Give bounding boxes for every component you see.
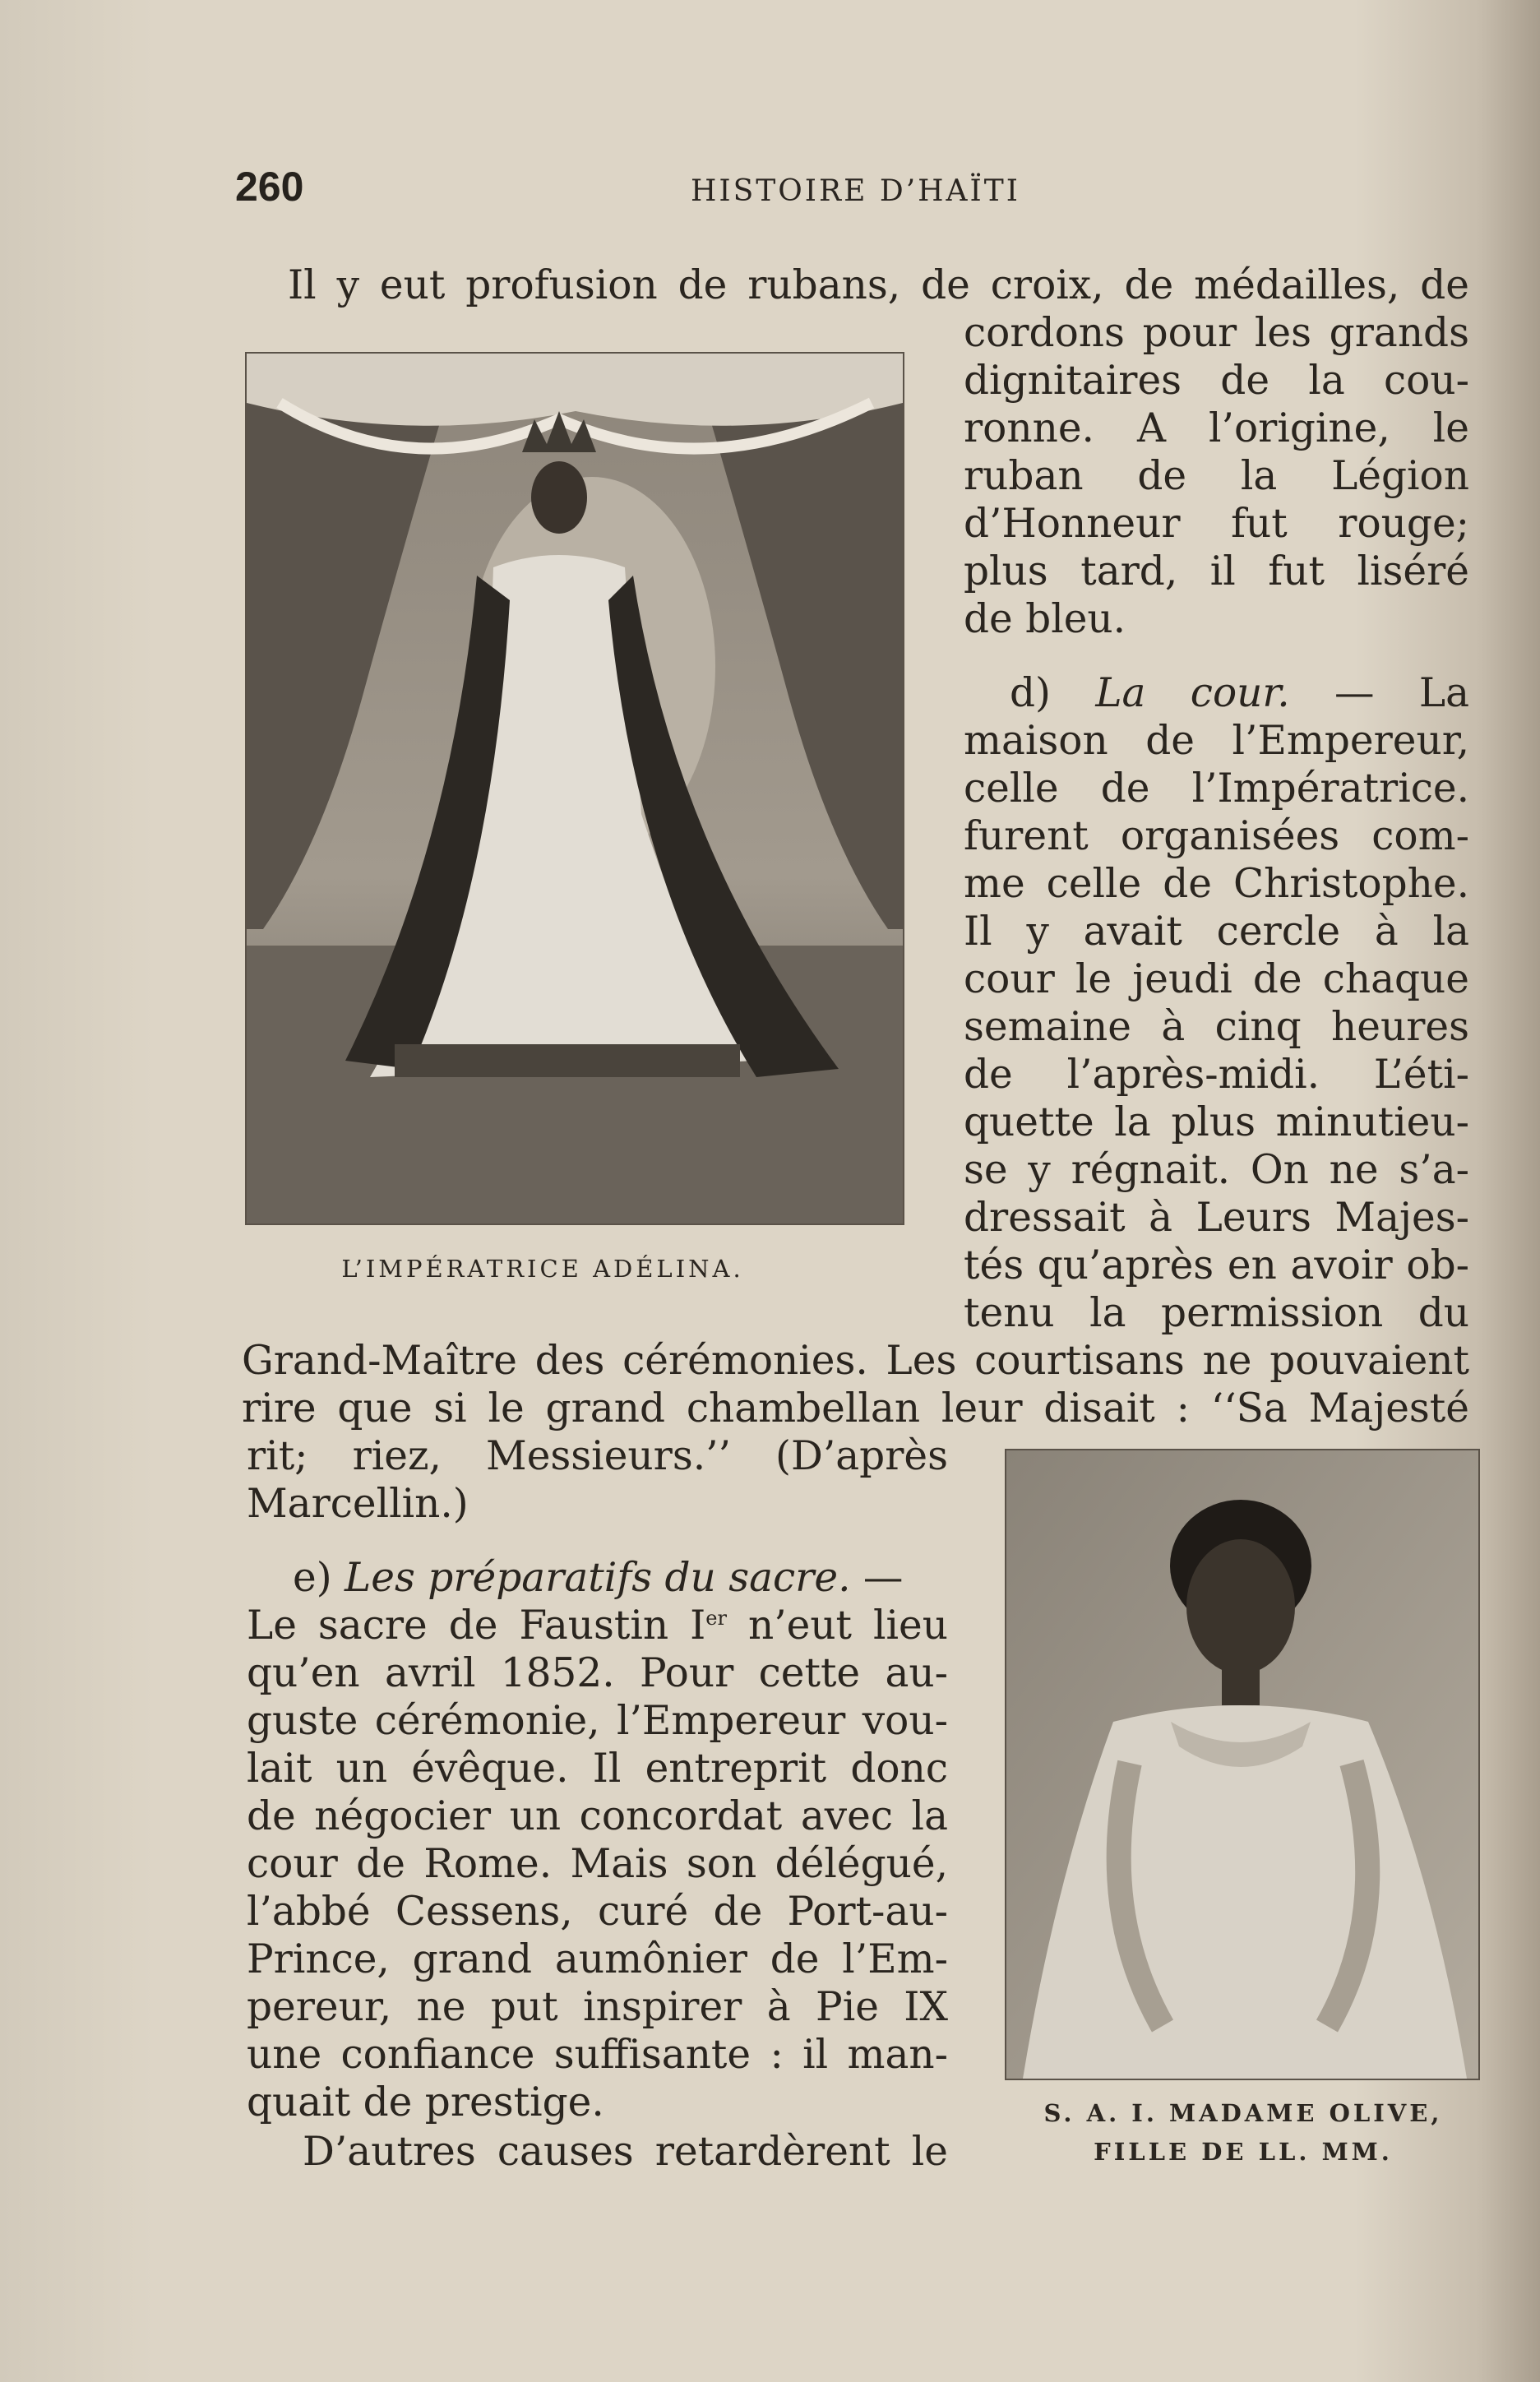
body-line: D’autres causes retardèrent le [303, 2129, 948, 2175]
body-line: semaine à cinq heures [964, 1004, 1469, 1050]
body-line: dressait à Leurs Majes- [964, 1195, 1469, 1241]
body-line [247, 1602, 948, 1649]
princess-portrait [1005, 1449, 1480, 2080]
body-line: de l’après-midi. L’éti- [964, 1052, 1469, 1098]
running-title: HISTOIRE D’HAÏTI [691, 174, 1021, 208]
body-line: quait de prestige. [247, 2079, 604, 2125]
section-heading-line [293, 1554, 948, 1602]
body-line: Grand-Maître des cérémonies. Les courtisans ne pouvaient [242, 1338, 1469, 1384]
superscript: er [705, 1606, 727, 1630]
body-line: Marcellin.) [247, 1481, 469, 1527]
figure-caption: L’IMPÉRATRICE ADÉLINA. [341, 1255, 744, 1283]
body-line: rire que si le grand chambellan leur disait : ‘‘Sa Majesté [242, 1385, 1469, 1432]
body-line: tés qu’après en avoir ob- [964, 1242, 1469, 1288]
body-line: ronne. A l’origine, le [964, 405, 1469, 451]
body-line: quette la plus minutieu- [964, 1099, 1469, 1145]
body-line: l’abbé Cessens, curé de Port-au- [247, 1889, 948, 1935]
body-line: cordons pour les grands [964, 310, 1469, 356]
body-line: tenu la permission du [964, 1290, 1469, 1336]
body-line: cour le jeudi de chaque [964, 956, 1469, 1002]
page-number: 260 [235, 164, 304, 210]
body-line: cour de Rome. Mais son délégué, [247, 1841, 948, 1887]
section-title-rest: — [850, 1555, 904, 1601]
body-line: guste cérémonie, l’Empereur vou- [247, 1698, 948, 1744]
body-line: me celle de Christophe. [964, 861, 1469, 907]
body-line: furent organisées com- [964, 813, 1469, 859]
body-line: Il y avait cercle à la [964, 909, 1469, 955]
empress-portrait [245, 352, 904, 1225]
section-title-rest: — La [1289, 670, 1469, 716]
body-line: rit; riez, Messieurs.’’ (D’après [247, 1433, 948, 1479]
body-text: n’eut lieu [726, 1603, 948, 1649]
body-line: une confiance suffisante : il man- [247, 2032, 948, 2078]
body-line: maison de l’Empereur, [964, 718, 1469, 764]
body-line: ruban de la Légion [964, 453, 1469, 499]
body-line: Il y eut profusion de rubans, de croix, de médailles, de [288, 262, 1469, 308]
body-line: dignitaires de la cou- [964, 358, 1469, 404]
section-title: Les préparatifs du sacre. [345, 1555, 851, 1601]
body-line: se y régnait. On ne s’a- [964, 1147, 1469, 1193]
body-line: d’Honneur fut rouge; [964, 501, 1469, 547]
section-label: d) [1010, 670, 1051, 716]
section-label: e) [293, 1555, 332, 1601]
body-line: plus tard, il fut liséré [964, 548, 1469, 594]
body-line: qu’en avril 1852. Pour cette au- [247, 1650, 948, 1696]
body-line: lait un évêque. Il entreprit donc [247, 1746, 948, 1792]
section-heading-line [1010, 669, 1469, 717]
figure-caption-line2: FILLE DE LL. MM. [1094, 2138, 1393, 2166]
body-line: de bleu. [964, 596, 1126, 642]
section-title: La cour. [1095, 670, 1290, 716]
body-line: Prince, grand aumônier de l’Em- [247, 1936, 948, 1982]
body-line: celle de l’Impératrice. [964, 765, 1469, 812]
body-line: pereur, ne put inspirer à Pie IX [247, 1984, 948, 2030]
running-head [230, 163, 1472, 212]
body-text: Le sacre de Faustin I [247, 1603, 706, 1649]
figure-caption-line1: S. A. I. MADAME OLIVE, [1043, 2099, 1443, 2127]
body-line: de négocier un concordat avec la [247, 1793, 948, 1839]
